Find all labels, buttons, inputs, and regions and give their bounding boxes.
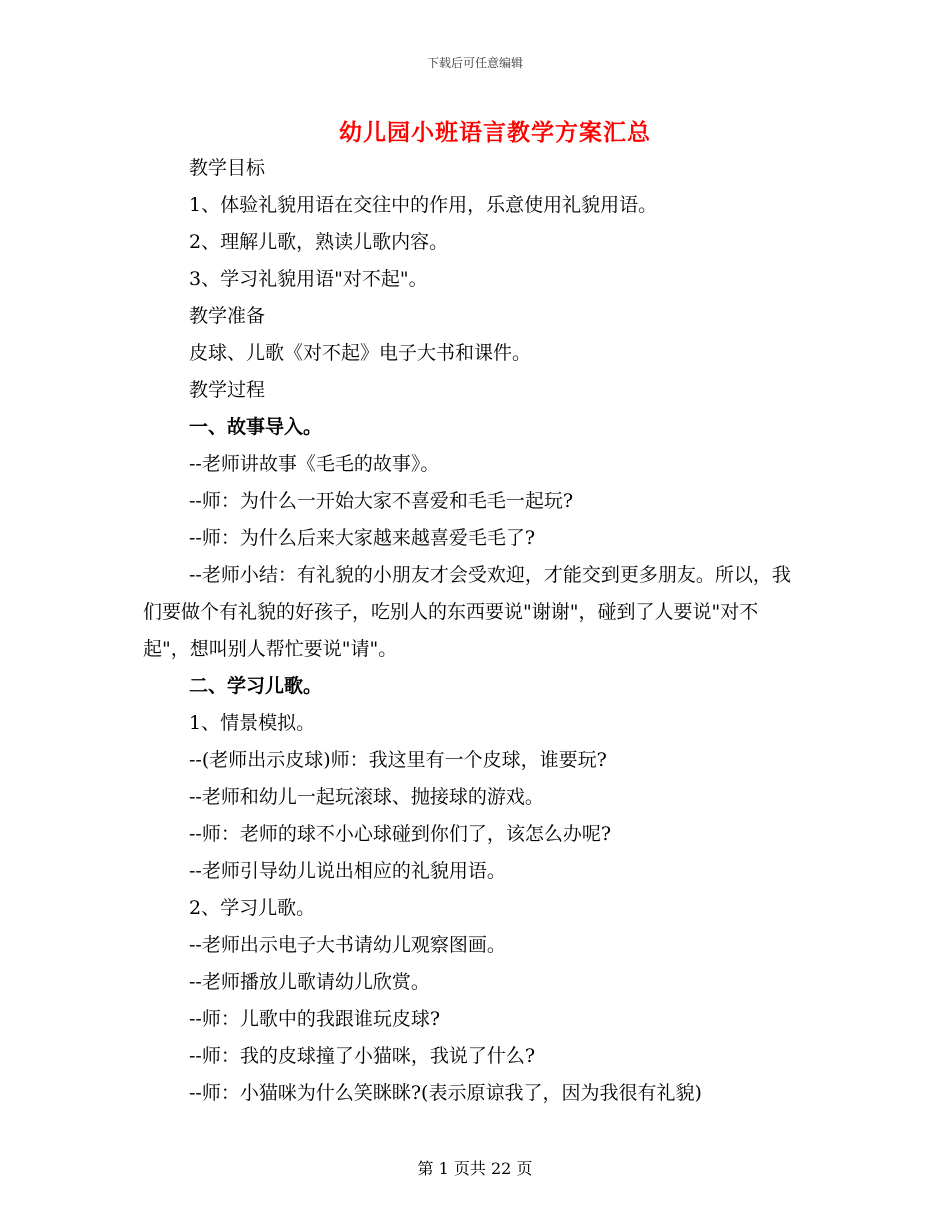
paragraph: 1、体验礼貌用语在交往中的作用，乐意使用礼貌用语。 <box>189 194 658 216</box>
paragraph: 1、情景模拟。 <box>189 712 316 734</box>
paragraph: 皮球、儿歌《对不起》电子大书和课件。 <box>189 342 532 364</box>
document-title: 幼儿园小班语言教学方案汇总 <box>339 119 651 146</box>
section-heading: 二、学习儿歌。 <box>189 675 323 697</box>
paragraph: --老师出示电子大书请幼儿观察图画。 <box>189 934 506 956</box>
paragraph: 教学准备 <box>189 305 266 327</box>
paragraph: --师：儿歌中的我跟谁玩皮球? <box>189 1008 441 1030</box>
paragraph: --老师引导幼儿说出相应的礼貌用语。 <box>189 860 506 882</box>
paragraph: --老师和幼儿一起玩滚球、抛接球的游戏。 <box>189 786 544 808</box>
document-body <box>143 150 803 1112</box>
paragraph: 2、理解儿歌，熟读儿歌内容。 <box>189 231 449 253</box>
paragraph: --师：小猫咪为什么笑眯眯?(表示原谅我了，因为我很有礼貌) <box>189 1082 702 1104</box>
paragraph: --师：为什么后来大家越来越喜爱毛毛了? <box>189 527 536 549</box>
paragraph: --老师播放儿歌请幼儿欣赏。 <box>189 971 430 993</box>
paragraph: 3、学习礼貌用语"对不起"。 <box>189 268 428 290</box>
header-note: 下载后可任意编辑 <box>426 56 523 70</box>
paragraph: --师：为什么一开始大家不喜爱和毛毛一起玩? <box>189 490 574 512</box>
paragraph: --师：老师的球不小心球碰到你们了，该怎么办呢? <box>189 823 612 845</box>
paragraph: --(老师出示皮球)师：我这里有一个皮球，谁要玩? <box>189 749 607 771</box>
paragraph: --老师小结：有礼貌的小朋友才会受欢迎，才能交到更多朋友。所以，我们要做个有礼貌的好孩子，吃别人的东西要说"谢谢"，碰到了人要说"对不起"，想叫别人帮忙要说"请"。 <box>143 564 791 660</box>
paragraph: --师：我的皮球撞了小猫咪，我说了什么? <box>189 1045 536 1067</box>
section-heading: 一、故事导入。 <box>189 416 323 438</box>
paragraph: 教学目标 <box>189 157 266 179</box>
paragraph: --老师讲故事《毛毛的故事》。 <box>189 453 440 475</box>
page-footer: 第 1 页共 22 页 <box>417 1159 533 1178</box>
paragraph: 2、学习儿歌。 <box>189 897 316 919</box>
paragraph: 教学过程 <box>189 379 266 401</box>
